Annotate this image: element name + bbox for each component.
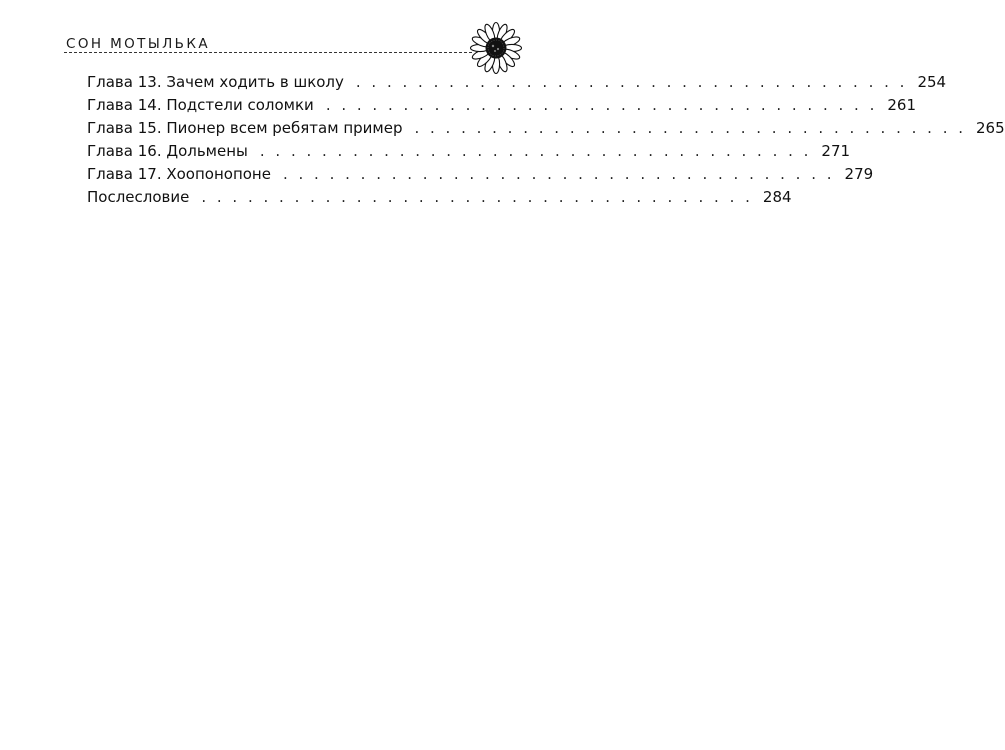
toc-dot-leader: . . . . . . . . . . . . . . . . . . . . . . . . . . . . . . . . . . . . — [355, 73, 908, 91]
toc-entry — [87, 186, 792, 209]
toc-entry — [87, 140, 851, 163]
toc-entry — [87, 117, 1005, 140]
toc-entry-title: Глава 16. Дольмены — [87, 142, 248, 160]
table-of-contents — [87, 71, 1005, 209]
toc-dot-leader: . . . . . . . . . . . . . . . . . . . . . . . . . . . . . . . . . . . . — [201, 188, 753, 206]
toc-entry — [87, 71, 947, 94]
toc-dot-leader: . . . . . . . . . . . . . . . . . . . . . . . . . . . . . . . . . . . . — [325, 96, 878, 114]
toc-page-number: 284 — [762, 188, 792, 206]
toc-entry-title: Глава 15. Пионер всем ребятам пример — [87, 119, 403, 137]
toc-entry-title: Послесловие — [87, 188, 190, 206]
toc-entry — [87, 94, 916, 117]
toc-page-number: 271 — [821, 142, 851, 160]
toc-page-number: 254 — [917, 73, 947, 91]
sunflower-icon — [470, 22, 522, 74]
toc-entry-title: Глава 17. Хоопонопоне — [87, 165, 271, 183]
header-dotted-rule — [64, 52, 472, 53]
toc-dot-leader: . . . . . . . . . . . . . . . . . . . . . . . . . . . . . . . . . . . . — [259, 142, 812, 160]
toc-entry-title: Глава 13. Зачем ходить в школу — [87, 73, 344, 91]
running-head-title: СОН МОТЫЛЬКА — [66, 36, 210, 52]
toc-entry — [87, 163, 874, 186]
toc-page-number: 265 — [976, 119, 1005, 137]
toc-entry-title: Глава 14. Подстели соломки — [87, 96, 314, 114]
toc-page-number: 261 — [887, 96, 916, 114]
toc-dot-leader: . . . . . . . . . . . . . . . . . . . . . . . . . . . . . . . . . . . . — [414, 119, 967, 137]
toc-page-number: 279 — [844, 165, 874, 183]
toc-dot-leader: . . . . . . . . . . . . . . . . . . . . . . . . . . . . . . . . . . . . — [282, 165, 835, 183]
